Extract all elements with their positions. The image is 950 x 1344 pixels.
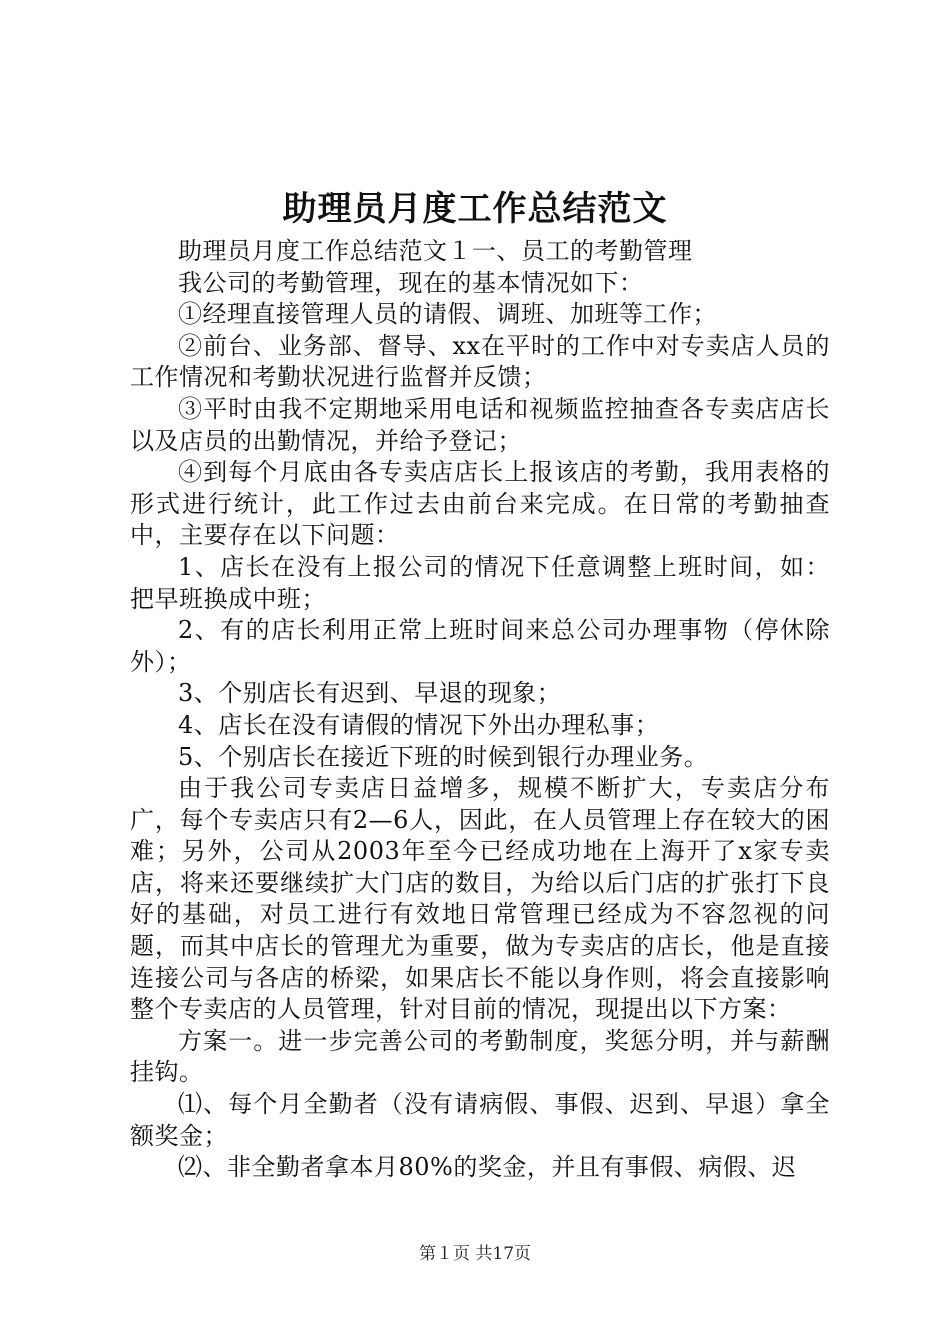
paragraph: ①经理直接管理人员的请假、调班、加班等工作； bbox=[178, 300, 717, 329]
paragraph: ②前台、业务部、督导、xx在平时的工作中对专卖店人员的工作情况和考勤状况进行监督并反馈； bbox=[130, 331, 830, 392]
paragraph: 3、个别店长有迟到、早退的现象； bbox=[178, 679, 562, 708]
paragraph: 助理员月度工作总结范文１一、员工的考勤管理 bbox=[178, 237, 693, 265]
paragraph: 由于我公司专卖店日益增多，规模不断扩大，专卖店分布广，每个专卖店只有2—6人，因此，在人员管理上存在较大的困难；另外，公司从2003年至今已经成功地在上海开了x家专卖店，将来还要继续扩大门店的数目，为给以后门店的扩张打下良好的基础，对员工进行有效地日常管理已经成为不容忽视的问题，而其中店长的管理尤为重要，做为专卖店的店长，他是直接连接公司与各店的桥梁，如果店长不能以身作则，将会直接影响整个专卖店的人员管理，针对目前的情况，现提出以下方案： bbox=[130, 774, 830, 1024]
paragraph: ③平时由我不定期地采用电话和视频监控抽查各专卖店店长以及店员的出勤情况，并给予登记； bbox=[130, 394, 830, 455]
page-footer: 第１页 共17页 bbox=[418, 1244, 532, 1264]
paragraph: ⑴、每个月全勤者（没有请病假、事假、迟到、早退）拿全额奖金； bbox=[130, 1090, 830, 1150]
paragraph: ④到每个月底由各专卖店店长上报该店的考勤，我用表格的形式进行统计，此工作过去由前台来完成。在日常的考勤抽查中，主要存在以下问题： bbox=[130, 458, 830, 550]
paragraph: 1、店长在没有上报公司的情况下任意调整上班时间，如：把早班换成中班； bbox=[130, 552, 830, 613]
paragraph: 5、个别店长在接近下班的时候到银行办理业务。 bbox=[178, 742, 709, 771]
document-body bbox=[130, 236, 830, 1184]
paragraph: 我公司的考勤管理，现在的基本情况如下： bbox=[178, 268, 644, 297]
paragraph: 4、店长在没有请假的情况下外出办理私事； bbox=[178, 710, 660, 739]
paragraph: 2、有的店长利用正常上班时间来总公司办理事物（停休除外）； bbox=[130, 616, 830, 676]
paragraph: ⑵、非全勤者拿本月80%的奖金，并且有事假、病假、迟 bbox=[178, 1153, 797, 1182]
document-title: 助理员月度工作总结范文 bbox=[282, 189, 668, 229]
paragraph: 方案一。进一步完善公司的考勤制度，奖惩分明，并与薪酬挂钩。 bbox=[130, 1026, 830, 1087]
